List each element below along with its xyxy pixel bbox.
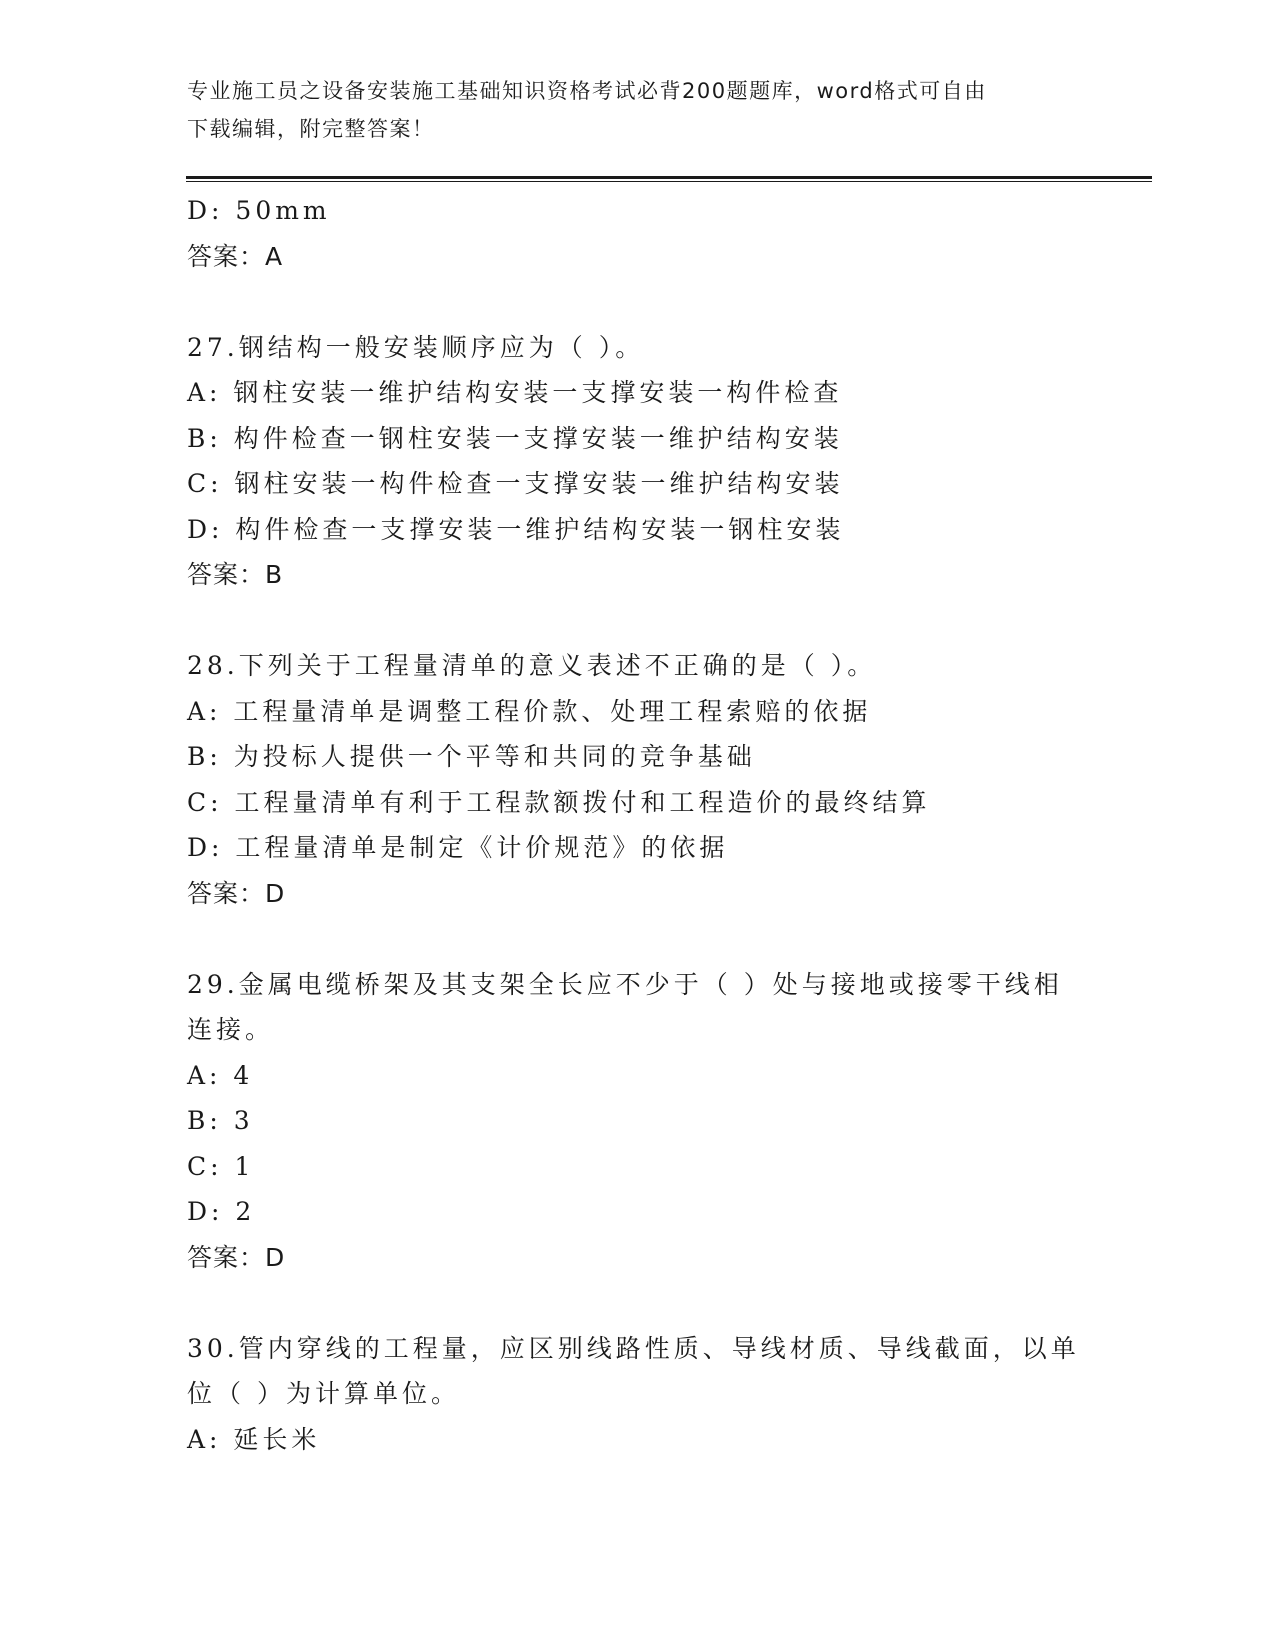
- question-stem: 27.钢结构一般安装顺序应为（ ）。: [187, 332, 645, 362]
- option-c: C: 钢柱安装一构件检查一支撑安装一维护结构安装: [187, 469, 844, 498]
- question-30: [187, 1326, 1087, 1463]
- option-c: C: 工程量清单有利于工程款额拨付和工程造价的最终结算: [187, 787, 931, 817]
- option-b: B: 为投标人提供一个平等和共同的竞争基础: [187, 742, 756, 771]
- option-d: D: 2: [187, 1197, 256, 1226]
- question-fragment: [187, 188, 1087, 279]
- question-29: [187, 962, 1087, 1281]
- option-b: B: 3: [187, 1106, 254, 1135]
- answer-line: 答案：D: [187, 1242, 286, 1272]
- page-header: [187, 72, 1067, 148]
- question-stem: 30.管内穿线的工程量，应区别线路性质、导线材质、导线截面，以单: [187, 1333, 1080, 1363]
- option-d: D: 50mm: [187, 196, 331, 225]
- option-c: C: 1: [187, 1151, 255, 1181]
- spacer: [187, 916, 1087, 962]
- option-a: A: 4: [187, 1060, 254, 1090]
- header-title-line-2: 下载编辑，附完整答案！: [187, 117, 435, 141]
- spacer: [187, 1280, 1087, 1326]
- answer-line: 答案：A: [187, 241, 284, 271]
- header-title-line-1: 专业施工员之设备安装施工基础知识资格考试必背200题题库，word格式可自由: [187, 79, 987, 103]
- question-stem: 29.金属电缆桥架及其支架全长应不少于（ ）处与接地或接零干线相: [187, 969, 1063, 999]
- header-divider: [186, 176, 1152, 182]
- question-stem-continued: 位（ ）为计算单位。: [187, 1379, 460, 1408]
- question-stem-continued: 连接。: [187, 1015, 275, 1044]
- option-a: A: 钢柱安装一维护结构安装一支撑安装一构件检查: [187, 378, 843, 407]
- answer-line: 答案：D: [187, 878, 286, 908]
- option-d: D: 工程量清单是制定《计价规范》的依据: [187, 833, 729, 862]
- option-d: D: 构件检查一支撑安装一维护结构安装一钢柱安装: [187, 514, 845, 544]
- question-28: [187, 643, 1087, 916]
- option-a: A: 工程量清单是调整工程价款、处理工程索赔的依据: [187, 696, 872, 726]
- spacer: [187, 598, 1087, 644]
- question-stem: 28.下列关于工程量清单的意义表述不正确的是（ ）。: [187, 651, 877, 680]
- question-list: [187, 188, 1087, 1462]
- answer-line: 答案：B: [187, 560, 284, 589]
- option-b: B: 构件检查一钢柱安装一支撑安装一维护结构安装: [187, 423, 843, 453]
- question-27: [187, 325, 1087, 598]
- spacer: [187, 279, 1087, 325]
- option-a: A: 延长米: [187, 1424, 321, 1454]
